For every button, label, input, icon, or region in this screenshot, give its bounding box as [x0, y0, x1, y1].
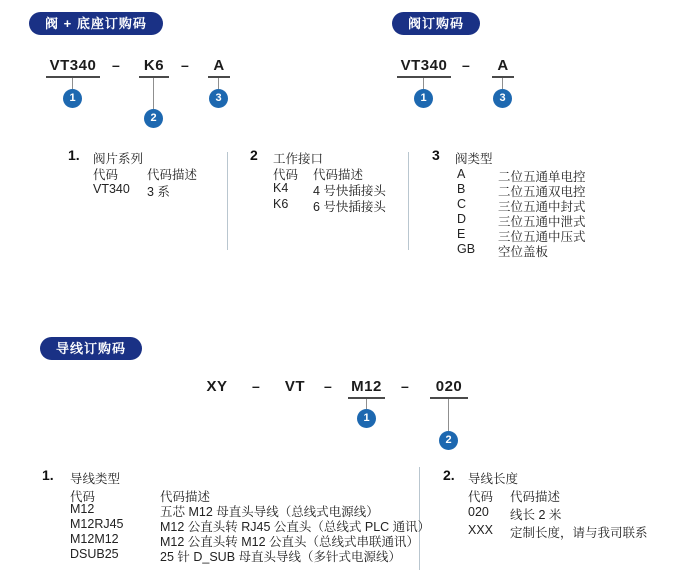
table-title: 导线类型 — [70, 472, 121, 486]
code-separator: – — [252, 378, 260, 394]
marker-circle-2: 2 — [144, 109, 163, 128]
marker-circle-3: 3 — [493, 89, 512, 108]
row-desc: 6 号快插接头 — [313, 200, 386, 214]
table-number: 3 — [432, 147, 440, 163]
table-number: 1. — [42, 467, 54, 483]
row-code: VT340 — [93, 182, 130, 196]
row-code: E — [457, 227, 466, 241]
row-desc: 定制长度，请与我司联系 — [510, 526, 648, 540]
row-desc: 3 系 — [147, 185, 170, 199]
callout-line — [423, 78, 424, 89]
row-code: M12M12 — [70, 532, 119, 546]
row-desc: M12 公直头转 M12 公直头（总线式串联通讯） — [160, 535, 420, 549]
row-desc: 25 针 D_SUB 母直头导线（多针式电源线） — [160, 550, 402, 564]
table-title: 导线长度 — [468, 472, 519, 486]
row-desc: 三位五通中封式 — [498, 200, 586, 214]
callout-line — [366, 399, 367, 409]
valve-section-badge: 阀订购码 — [392, 12, 480, 35]
table-row — [457, 242, 548, 260]
table-row — [468, 505, 561, 523]
row-desc: 线长 2 米 — [510, 508, 562, 522]
table-header-row — [468, 487, 560, 505]
code-separator: – — [112, 57, 120, 73]
code-separator: – — [324, 378, 332, 394]
row-code: D — [457, 212, 467, 226]
row-code: 020 — [468, 505, 489, 519]
column-divider — [227, 152, 228, 250]
table-row — [468, 523, 648, 541]
callout-line — [72, 78, 73, 89]
table-title: 阀类型 — [455, 152, 493, 166]
code-segment-series: VT340 — [46, 57, 100, 78]
row-desc: 三位五通中泄式 — [498, 215, 586, 229]
marker-circle-1: 1 — [357, 409, 376, 428]
cable-section-badge: 导线订购码 — [40, 337, 142, 360]
table-header-row — [93, 165, 197, 183]
row-code: K6 — [273, 197, 289, 211]
code-segment-interface: K6 — [139, 57, 169, 78]
row-code: GB — [457, 242, 476, 256]
code-segment-valve-type: A — [208, 57, 230, 78]
row-code: B — [457, 182, 466, 196]
table-number: 2 — [250, 147, 258, 163]
col-desc-header: 代码描述 — [510, 490, 561, 504]
row-desc: 三位五通中压式 — [498, 230, 586, 244]
row-desc: 二位五通双电控 — [498, 185, 586, 199]
col-desc-header: 代码描述 — [147, 168, 198, 182]
table-row — [70, 547, 401, 565]
row-code: M12RJ45 — [70, 517, 124, 531]
callout-line — [153, 78, 154, 109]
table-row — [93, 182, 170, 200]
callout-line — [218, 78, 219, 89]
row-code: XXX — [468, 523, 494, 537]
table-number: 2. — [443, 467, 455, 483]
col-desc-header: 代码描述 — [160, 490, 211, 504]
callout-line — [502, 78, 503, 89]
code-separator: – — [401, 378, 409, 394]
marker-circle-1: 1 — [414, 89, 433, 108]
code-separator: – — [181, 57, 189, 73]
row-code: A — [457, 167, 466, 181]
row-desc: 空位盖板 — [498, 245, 549, 259]
marker-circle-1: 1 — [63, 89, 82, 108]
row-code: C — [457, 197, 467, 211]
col-code-header: 代码 — [70, 490, 96, 504]
code-segment-vt: VT — [284, 378, 306, 395]
marker-circle-2: 2 — [439, 431, 458, 450]
col-code-header: 代码 — [93, 168, 119, 182]
code-segment-series: VT340 — [397, 57, 451, 78]
callout-line — [448, 399, 449, 431]
code-segment-cable-length: 020 — [430, 378, 468, 399]
code-separator: – — [462, 57, 470, 73]
table-row — [273, 197, 386, 215]
table-title: 阀片系列 — [93, 152, 144, 166]
code-segment-cable-type: M12 — [348, 378, 385, 399]
col-desc-header: 代码描述 — [313, 168, 364, 182]
code-segment-xy: XY — [206, 378, 228, 395]
code-segment-valve-type: A — [492, 57, 514, 78]
row-code: K4 — [273, 181, 289, 195]
row-code: DSUB25 — [70, 547, 119, 561]
column-divider — [408, 152, 409, 250]
marker-circle-3: 3 — [209, 89, 228, 108]
table-number: 1. — [68, 147, 80, 163]
col-code-header: 代码 — [468, 490, 494, 504]
col-code-header: 代码 — [273, 168, 299, 182]
row-desc: 五芯 M12 母直头导线（总线式电源线） — [160, 505, 379, 519]
row-desc: 4 号快插接头 — [313, 184, 386, 198]
valve-base-section-badge: 阀 + 底座订购码 — [29, 12, 163, 35]
table-title: 工作接口 — [273, 152, 324, 166]
row-desc: M12 公直头转 RJ45 公直头（总线式 PLC 通讯） — [160, 520, 431, 534]
row-code: M12 — [70, 502, 95, 516]
row-desc: 二位五通单电控 — [498, 170, 586, 184]
